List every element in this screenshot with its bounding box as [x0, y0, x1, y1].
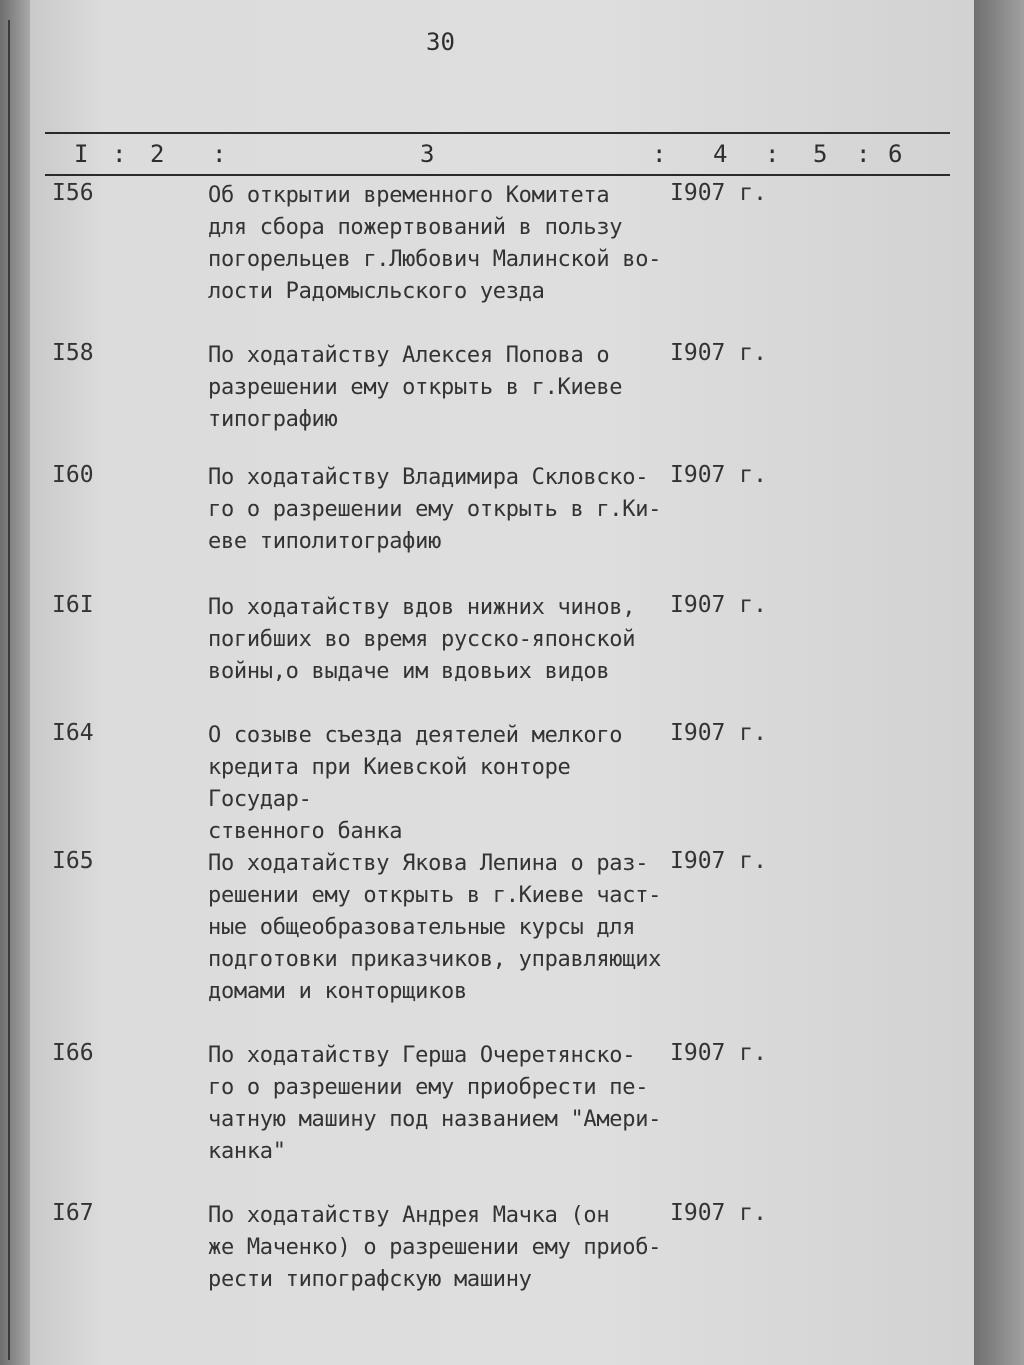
column-separator: :	[765, 140, 780, 168]
entry-year: I907 г.	[670, 180, 767, 206]
entry-title: По ходатайству Якова Лепина о раз- решении ему открыть в г.Киеве част- ные общеобразовательные курсы для подготовки приказчиков, управляющих домами и конторщиков	[208, 851, 662, 1004]
column-header-6: 6	[888, 140, 903, 168]
entry-number: I58	[52, 340, 94, 366]
column-separator: :	[112, 140, 127, 168]
entry-number: I60	[52, 462, 94, 488]
entry-number: I6I	[52, 592, 94, 618]
page-number: 30	[426, 28, 455, 56]
column-header-2: 2	[150, 140, 165, 168]
entry-title: О созыве съезда деятелей мелкого кредита при Киевской конторе Государ- ственного банка	[208, 723, 623, 844]
entry-title: По ходатайству Владимира Скловско- го о разрешении ему открыть в г.Ки- еве типолитографию	[208, 465, 662, 554]
column-header-3: 3	[420, 140, 435, 168]
entry-year: I907 г.	[670, 1200, 767, 1226]
entry-title: По ходатайству Герша Очеретянско- го о разрешении ему приобрести пе- чатную машину под названием "Амери- канка"	[208, 1043, 662, 1164]
column-header-5: 5	[813, 140, 828, 168]
right-page-edge	[974, 0, 1024, 1365]
entry-number: I56	[52, 180, 94, 206]
entry-title: По ходатайству Алексея Попова о разрешении ему открыть в г.Киеве типографию	[208, 343, 623, 432]
column-separator: :	[652, 140, 667, 168]
header-rule-top	[45, 132, 950, 134]
entry-title: По ходатайству Андрея Мачка (он же Маченко) о разрешении ему приоб- рести типографскую машину	[208, 1203, 662, 1292]
entry-year: I907 г.	[670, 462, 767, 488]
entry-number: I66	[52, 1040, 94, 1066]
entry-year: I907 г.	[670, 720, 767, 746]
column-header-1: I	[74, 140, 89, 168]
entry-number: I67	[52, 1200, 94, 1226]
column-separator: :	[212, 140, 227, 168]
entry-title: Об открытии временного Комитета для сбора пожертвований в пользу погорельцев г.Любович Малинской во- лости Радомысльского уезда	[208, 183, 662, 304]
entry-year: I907 г.	[670, 848, 767, 874]
column-separator: :	[856, 140, 871, 168]
entry-number: I64	[52, 720, 94, 746]
entry-number: I65	[52, 848, 94, 874]
left-page-edge	[0, 0, 30, 1365]
header-rule-bottom	[45, 174, 950, 176]
entry-year: I907 г.	[670, 1040, 767, 1066]
left-margin-line	[8, 20, 10, 1360]
entry-year: I907 г.	[670, 592, 767, 618]
column-header-4: 4	[713, 140, 728, 168]
entry-title: По ходатайству вдов нижних чинов, погибших во время русско-японской войны,о выдаче им вдовьих видов	[208, 595, 636, 684]
entry-year: I907 г.	[670, 340, 767, 366]
document-page	[30, 0, 974, 1365]
